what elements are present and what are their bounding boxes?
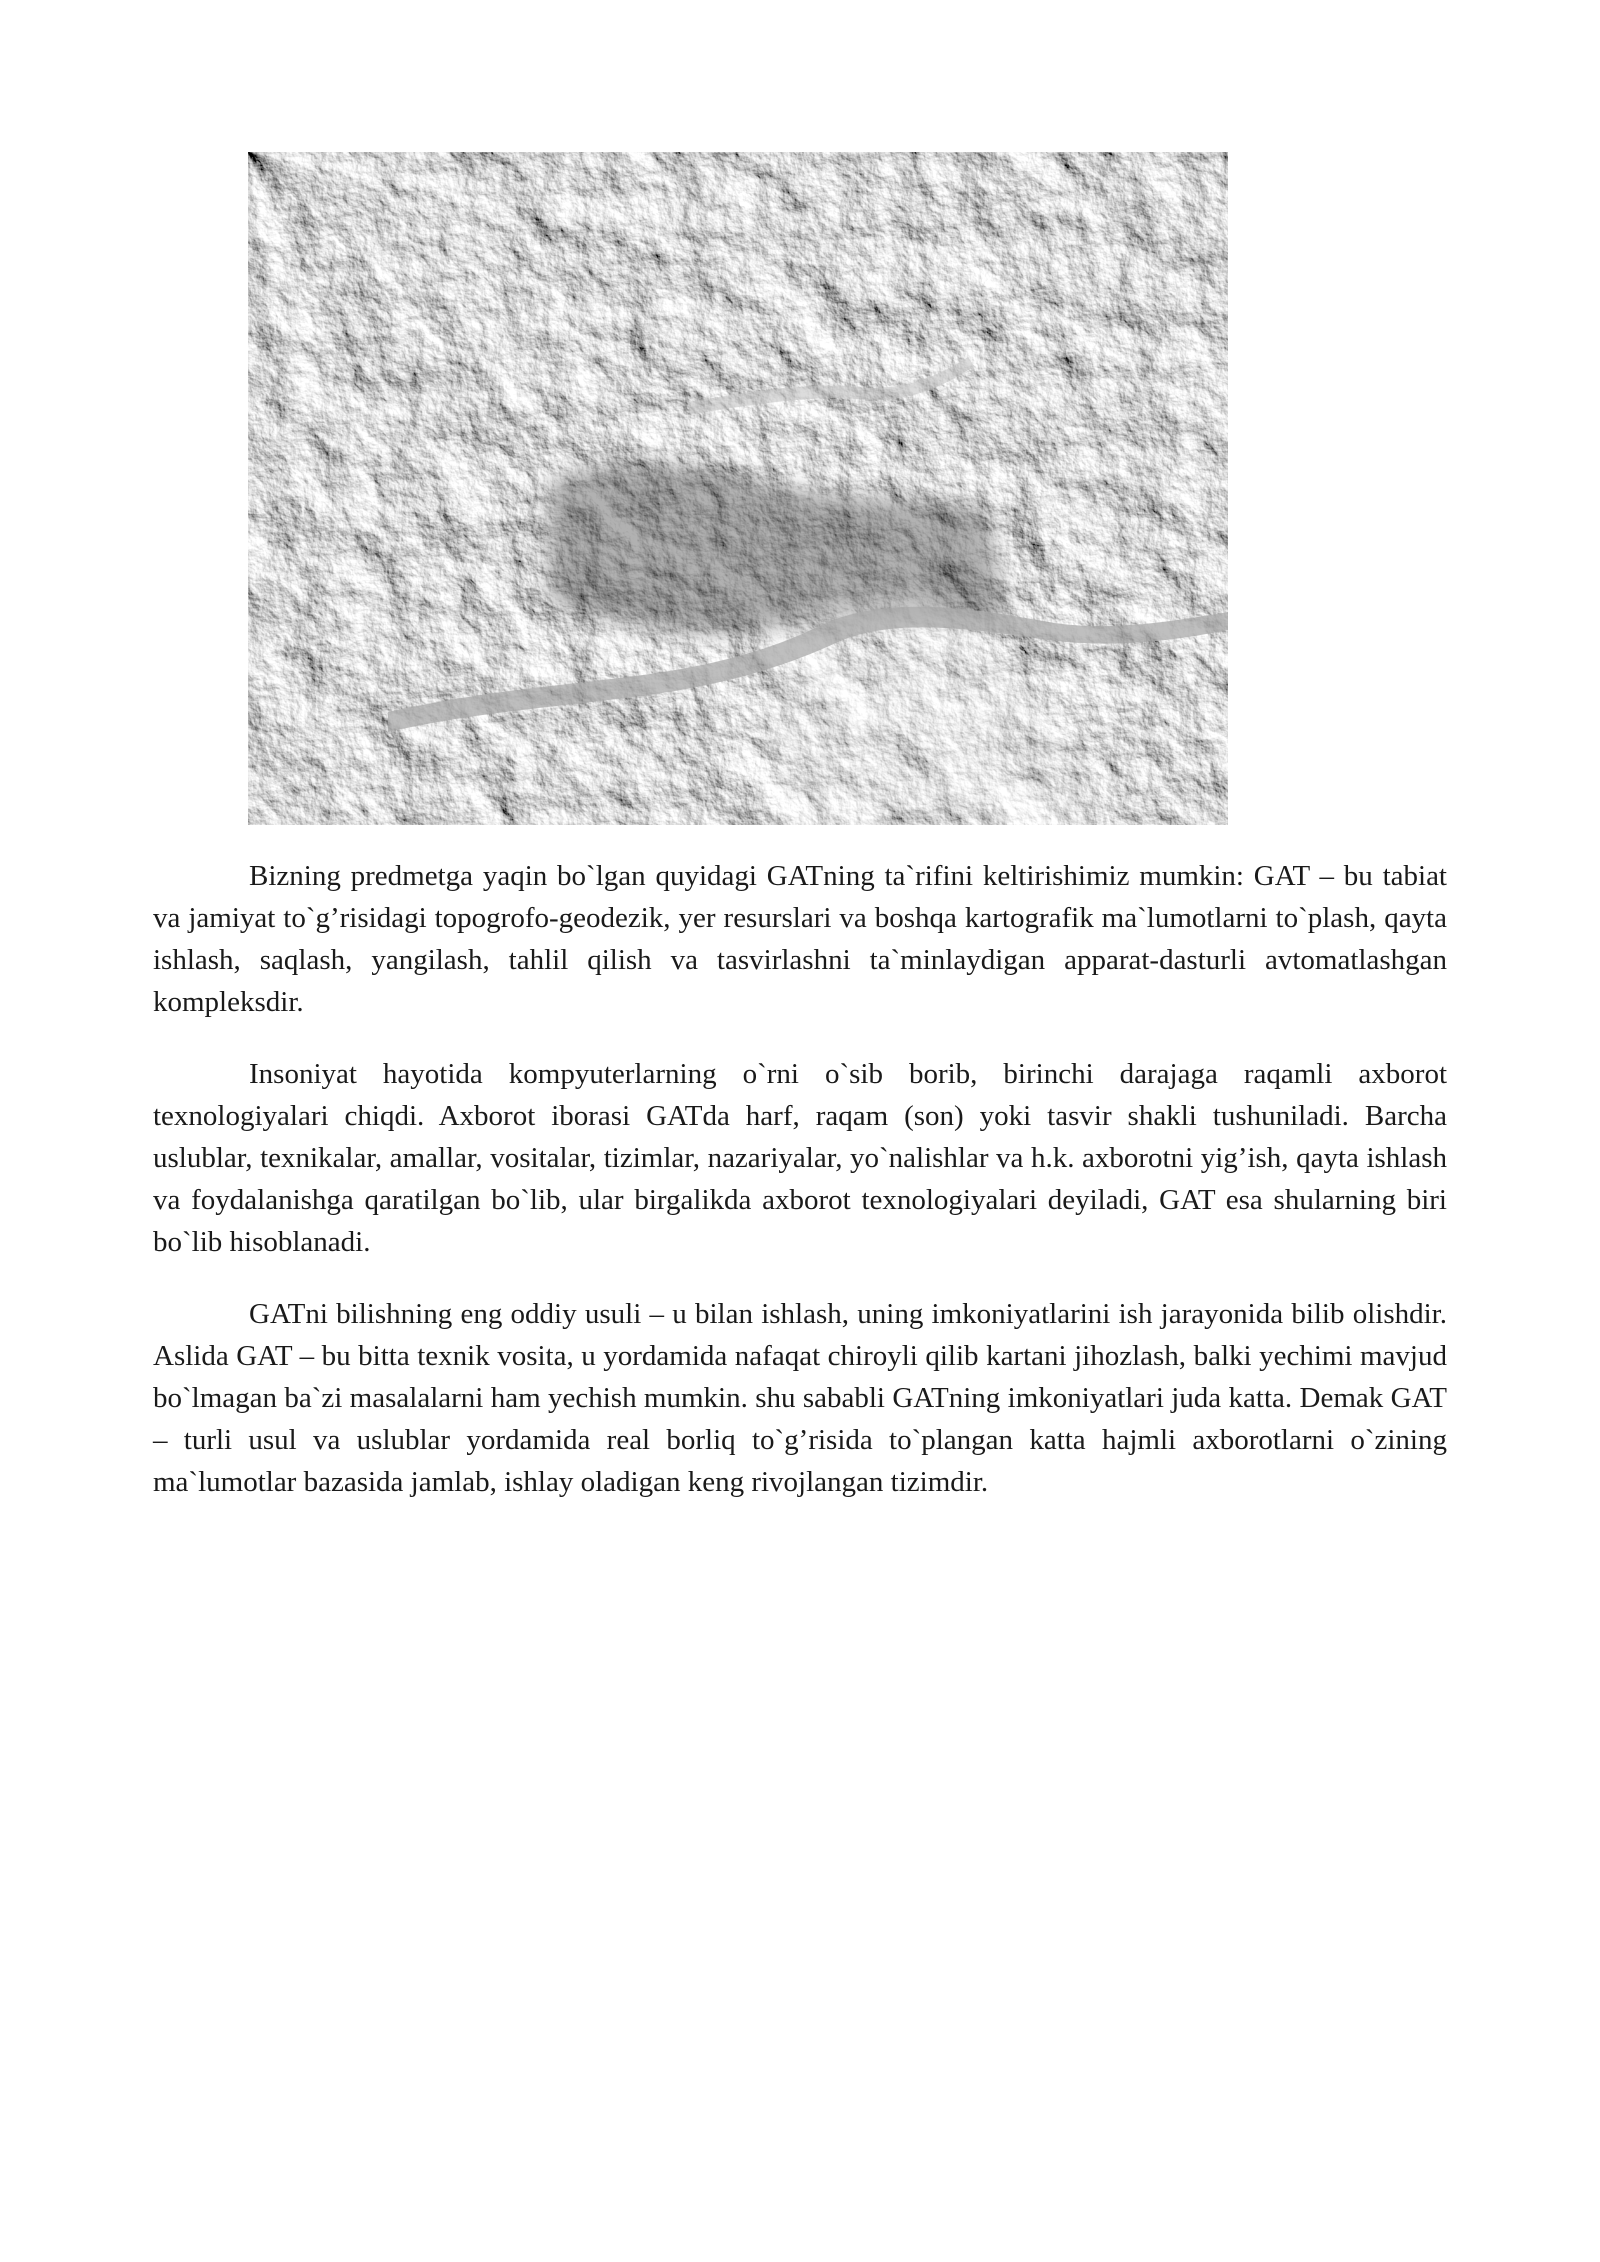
shaded-relief-map-image <box>248 152 1228 825</box>
paragraph-gat-definition: Bizning predmetga yaqin bo`lgan quyidagi GATning ta`rifini keltirishimiz mumkin: GAT – bu tabiat va jamiyat to`g’risidagi topogrofo-geodezik, yer resurslari va boshqa kartografik ma`lumotlarni to`plash, qayta ishlash, saqlash, yangilash, tahlil qilish va tasvirlashni ta`minlaydigan apparat-dasturli avtomatlashgan kompleksdir. <box>153 860 1447 1018</box>
paragraph-gat-capabilities: GATni bilishning eng oddiy usuli – u bilan ishlash, uning imkoniyatlarini ish jarayonida bilib olishdir. Aslida GAT – bu bitta texnik vosita, u yordamida nafaqat chiroyli qilib kartani jihozlash, balki yechimi mavjud bo`lmagan ba`zi masalalarni ham yechish mumkin. shu sababli GATning imkoniyatlari juda katta. Demak GAT – turli usul va uslublar yordamida real borliq to`g’risida to`plangan katta hajmli axborotlarni o`zining ma`lumotlar bazasida jamlab, ishlay oladigan keng rivojlangan tizimdir. <box>153 1298 1447 1498</box>
body-text <box>153 855 1447 1533</box>
paragraph-information-technology: Insoniyat hayotida kompyuterlarning o`rni o`sib borib, birinchi darajaga raqamli axborot texnologiyalari chiqdi. Axborot iborasi GATda harf, raqam (son) yoki tasvir shakli tushuniladi. Barcha uslublar, texnikalar, amallar, vositalar, tizimlar, nazariyalar, yo`nalishlar va h.k. axborotni yig’ish, qayta ishlash va foydalanishga qaratilgan bo`lib, ular birgalikda axborot texnologiyalari deyiladi, GAT esa shularning biri bo`lib hisoblanadi. <box>153 1058 1447 1258</box>
relief-map-graphic <box>248 152 1228 825</box>
